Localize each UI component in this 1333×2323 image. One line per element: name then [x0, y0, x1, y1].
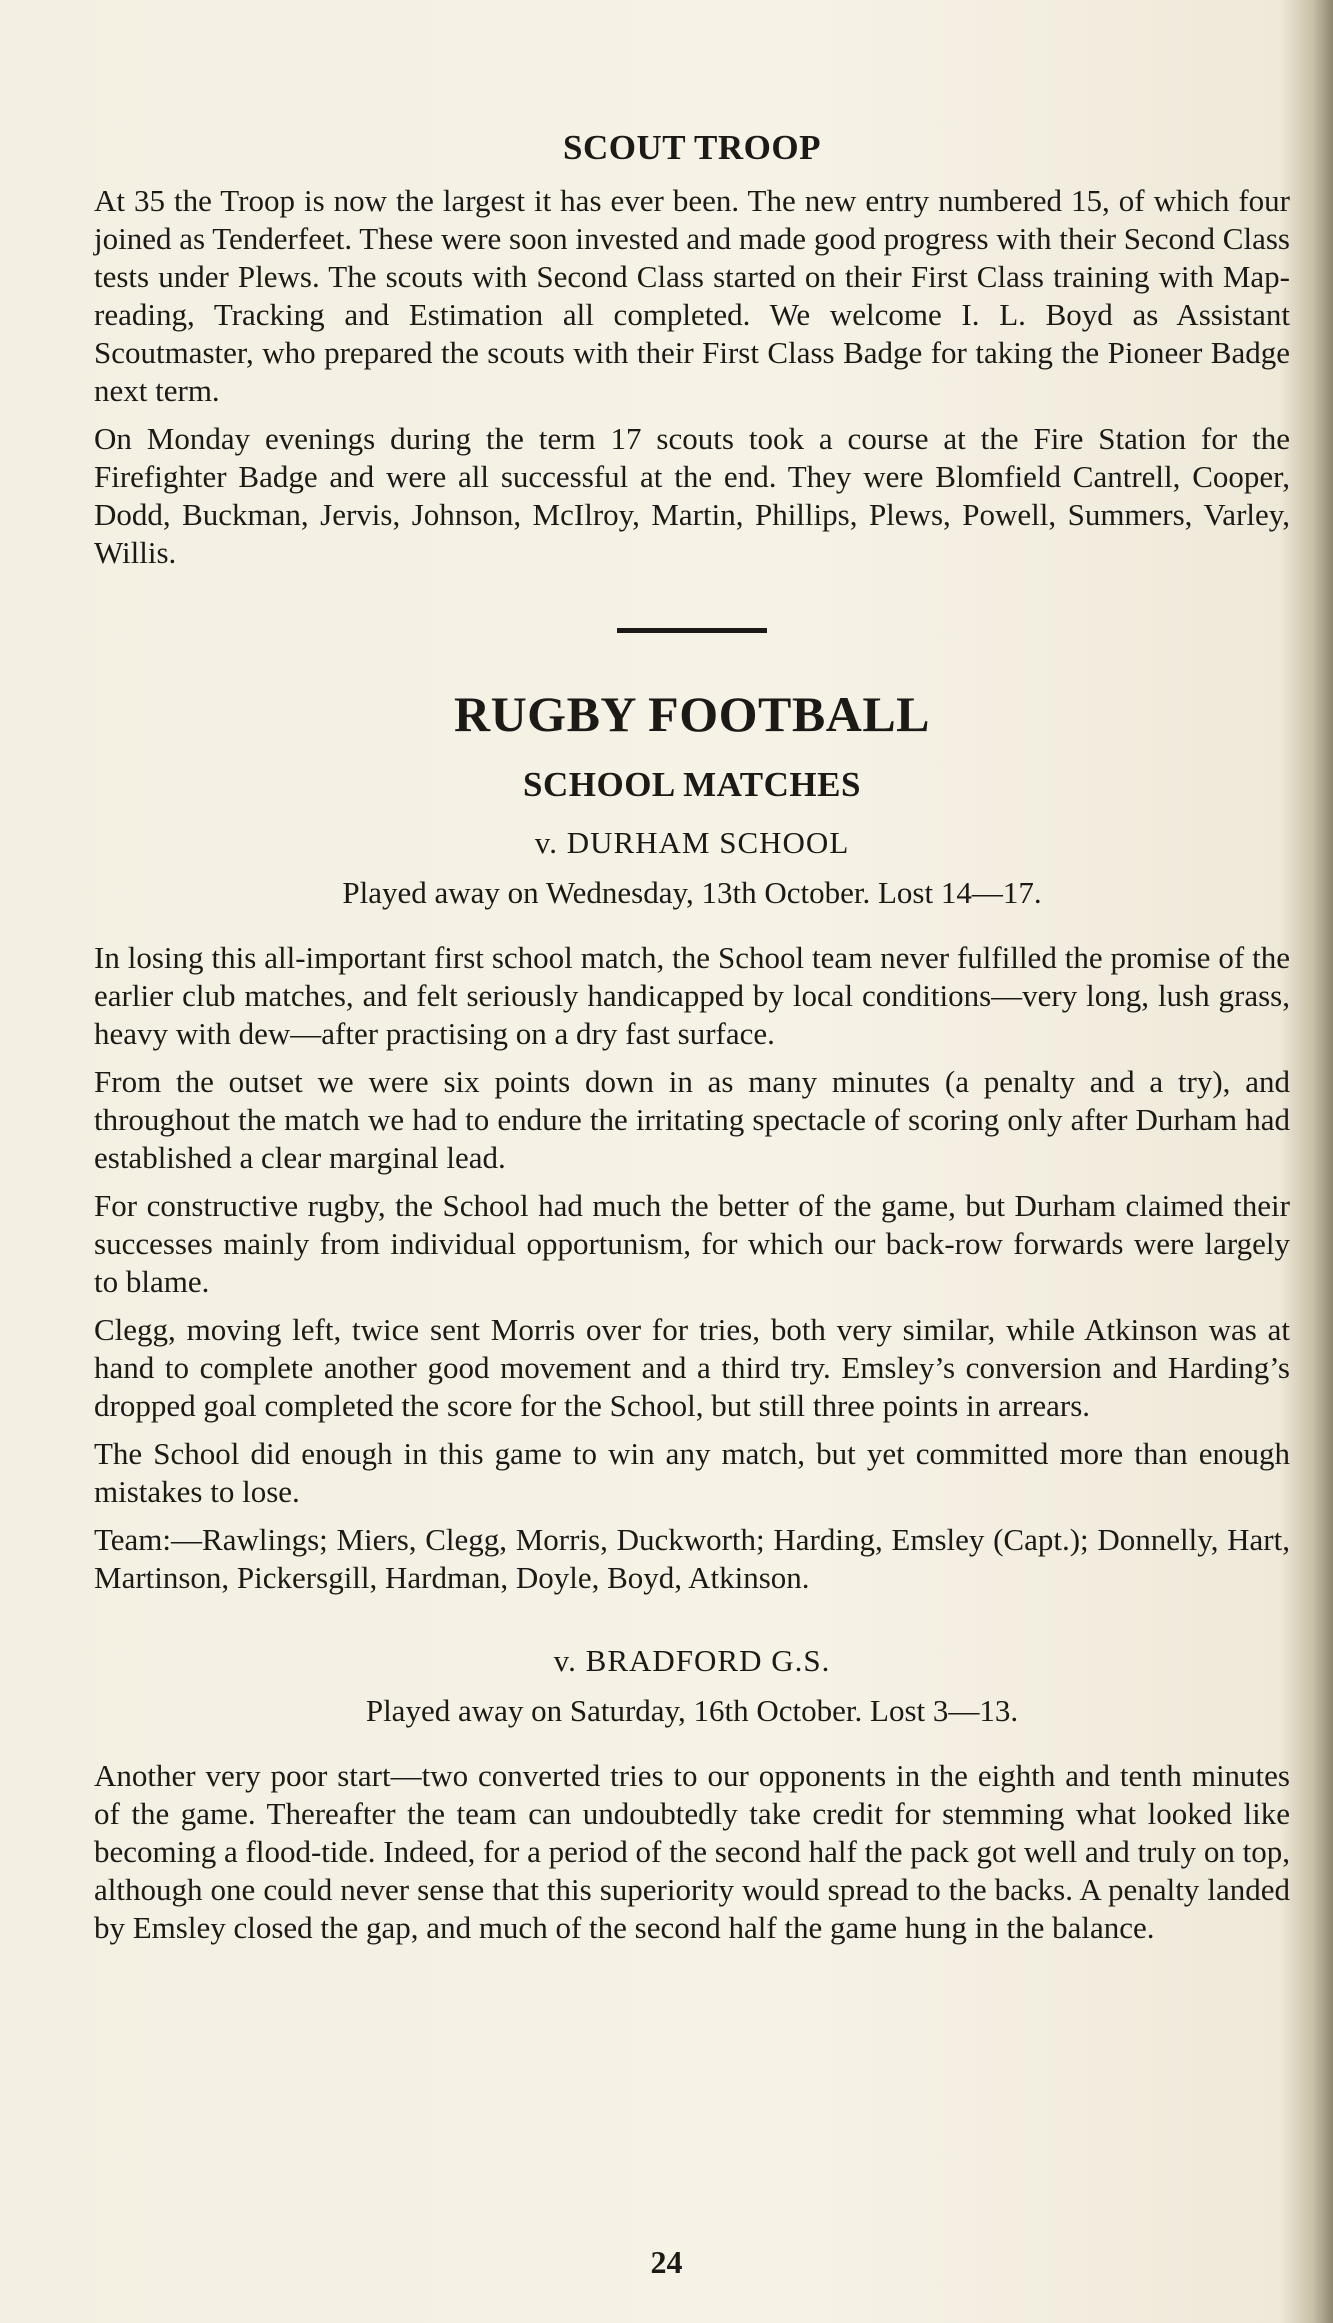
text-column	[94, 128, 1290, 1957]
durham-paragraph-1: In losing this all-important first school match, the School team never fulfilled the promise of the earlier club matches, and felt seriously handicapped by local conditions—very long, lush grass, heavy with dew—after practising on a dry fast surface.	[94, 940, 1290, 1051]
page-number: 24	[650, 2244, 683, 2280]
durham-paragraph-5: The School did enough in this game to win any match, but yet committed more than enough mistakes to lose.	[94, 1436, 1290, 1509]
rugby-football-heading: RUGBY FOOTBALL	[453, 686, 931, 742]
scout-paragraph-2: On Monday evenings during the term 17 scouts took a course at the Fire Station for the Firefighter Badge and were all successful at the end. They were Blomfield Cantrell, Cooper, Dodd, Buckman, Jervis, Johnson, McIlroy, Martin, Phillips, Plews, Powell, Summers, Varley, Willis.	[94, 421, 1290, 570]
school-matches-heading: SCHOOL MATCHES	[523, 765, 861, 804]
scout-troop-heading: SCOUT TROOP	[562, 128, 822, 167]
durham-paragraph-2: From the outset we were six points down in as many minutes (a penalty and a try), and throughout the match we had to endure the irritating spectacle of scoring only after Durham had established a clear marginal lead.	[94, 1064, 1290, 1175]
bradford-match-result: Played away on Saturday, 16th October. Lost 3—13.	[365, 1693, 1019, 1728]
durham-match-result: Played away on Wednesday, 13th October. Lost 14—17.	[342, 875, 1042, 910]
bradford-match-title: v. BRADFORD G.S.	[553, 1643, 831, 1678]
section-divider	[617, 628, 767, 633]
scout-paragraph-1: At 35 the Troop is now the largest it has ever been. The new entry numbered 15, of which four joined as Tenderfeet. These were soon invested and made good progress with their Second Class tests under Plews. The scouts with Second Class started on their First Class training with Map-reading, Tracking and Estimation all completed. We welcome I. L. Boyd as Assistant Scoutmaster, who prepared the scouts with their First Class Badge for taking the Pioneer Badge next term.	[94, 183, 1290, 408]
durham-paragraph-4: Clegg, moving left, twice sent Morris over for tries, both very similar, while Atkinson was at hand to complete another good movement and a third try. Emsley’s conversion and Harding’s dropped goal completed the score for the School, but still three points in arrears.	[94, 1312, 1290, 1423]
bradford-paragraph-1: Another very poor start—two converted tries to our opponents in the eighth and tenth minutes of the game. Thereafter the team can undoubtedly take credit for stemming what looked like becoming a flood-tide. Indeed, for a period of the second half the pack got well and truly on top, although one could never sense that this superiority would spread to the backs. A penalty landed by Emsley closed the gap, and much of the second half the game hung in the balance.	[94, 1758, 1290, 1945]
durham-team-list: Team:—Rawlings; Miers, Clegg, Morris, Duckworth; Harding, Emsley (Capt.); Donnelly, Hart, Martinson, Pickersgill, Hardman, Doyle, Boyd, Atkinson.	[94, 1522, 1290, 1595]
durham-match-title: v. DURHAM SCHOOL	[534, 825, 850, 860]
durham-paragraph-3: For constructive rugby, the School had much the better of the game, but Durham claimed their successes mainly from individual opportunism, for which our back-row forwards were largely to blame.	[94, 1188, 1290, 1299]
